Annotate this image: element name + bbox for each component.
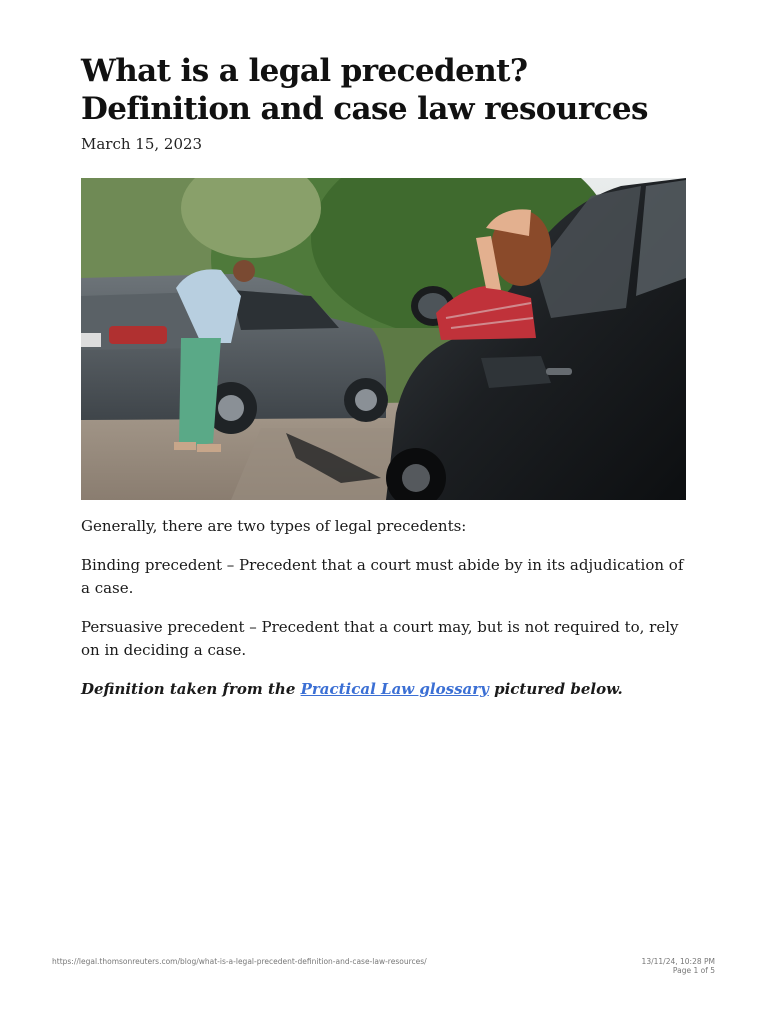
footer-url: https://legal.thomsonreuters.com/blog/what-is-a-legal-precedent-definition-and-case-law-resources/: [52, 957, 427, 966]
footer-page-number: Page 1 of 5: [672, 966, 715, 975]
article-title: What is a legal precedent? Definition and case law resources: [81, 53, 648, 127]
paragraph-binding-precedent: Binding precedent – Precedent that a court must abide by in its adjudication of a case.: [81, 556, 684, 597]
practical-law-glossary-link[interactable]: Practical Law glossary: [300, 680, 489, 698]
paragraph-persuasive-precedent: Persuasive precedent – Precedent that a court may, but is not required to, rely on in deciding a case.: [81, 618, 679, 659]
footer-meta: [642, 957, 715, 975]
definition-note-prefix: Definition taken from the: [81, 680, 301, 698]
footer-timestamp: 13/11/24, 10:28 PM: [641, 957, 715, 966]
paragraph-intro: Generally, there are two types of legal precedents:: [81, 517, 467, 535]
hero-image: [81, 178, 686, 500]
definition-note-suffix: pictured below.: [488, 680, 623, 698]
definition-note: [81, 678, 687, 701]
article-date: March 15, 2023: [81, 135, 203, 153]
article: [81, 52, 687, 701]
